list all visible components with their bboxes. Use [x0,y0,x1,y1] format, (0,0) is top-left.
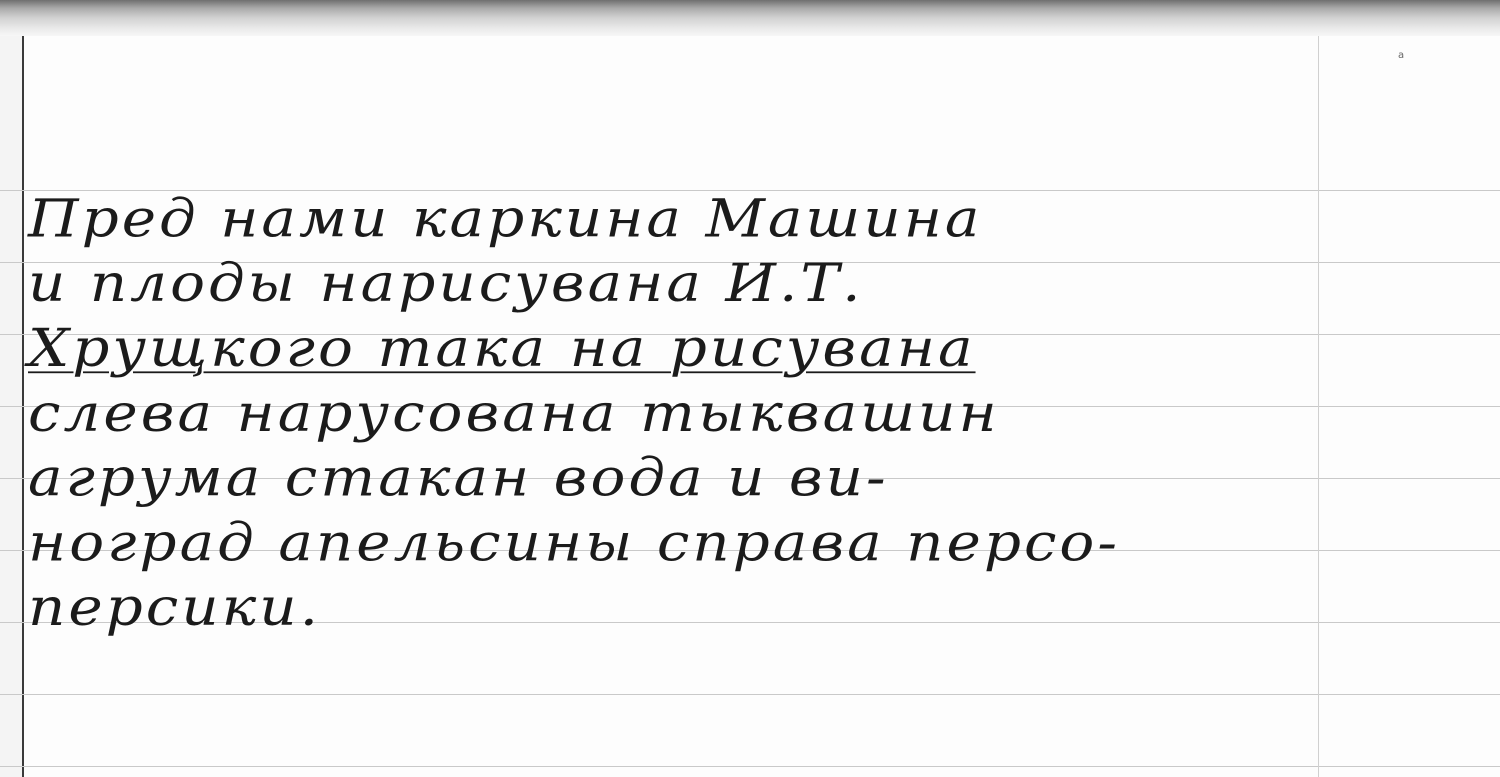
scanned-page-top-edge [0,0,1500,36]
handwritten-line-1: Пред нами каркина Машина [28,187,983,249]
handwritten-line-2: и плоды нарисувана И.Т. [28,252,864,314]
handwritten-line-3: Хрущкого така на рисувана [28,317,976,379]
ruled-line [0,766,1500,767]
handwritten-text [28,186,1468,640]
margin-mark: a [1398,50,1405,61]
handwritten-line-7: персики. [28,576,322,638]
handwritten-line-6: ноград апельсины справа персо- [28,511,1120,573]
ruled-line [0,694,1500,695]
handwritten-line-5: агрума стакан вода и ви- [28,447,889,509]
handwritten-line-4: слева нарусована тыквашин [28,382,1000,444]
